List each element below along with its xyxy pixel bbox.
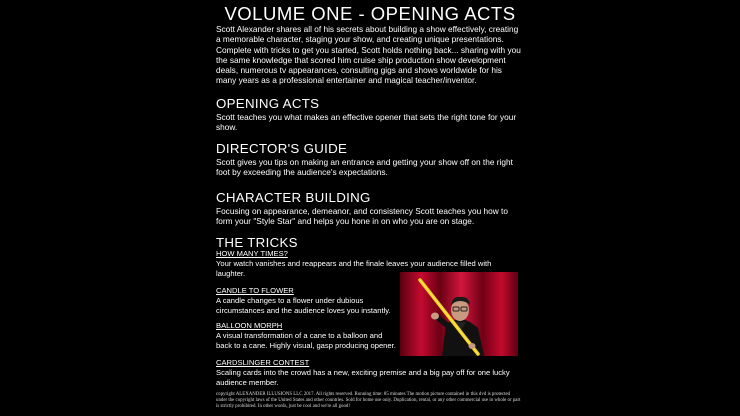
section-body: Scott teaches you what makes an effective opener that sets the right tone for your show. xyxy=(216,112,517,133)
section-directors-guide xyxy=(216,142,521,178)
trick-description: A visual transformation of a cane to a balloon and back to a cane. Highly visual, gasp producing opener. xyxy=(216,331,396,350)
intro-paragraph: Scott Alexander shares all of his secrets about building a show effectively, creating a memorable character, staging your show, and creating unique presentations. Complete with tricks to get you started, Scott holds nothing back... sharing with you the same knowledge that scored him cruise ship production show development deals, numerous tv appearances, consulting gigs and shows worldwide for his many years as a professional entertainer and magical teacher/inventor. xyxy=(216,24,521,86)
trick-description: A candle changes to a flower under dubious circumstances and the audience loves you instantly. xyxy=(216,296,391,315)
trick-description: Scaling cards into the crowd has a new, exciting premise and a big pay off for one lucky audience member. xyxy=(216,368,510,387)
section-opening-acts xyxy=(216,97,521,133)
trick-name: CARDSLINGER CONTEST xyxy=(216,358,310,367)
section-body: Focusing on appearance, demeanor, and consistency Scott teaches you how to form your "Style Star" and helps you hone in on who you are on stage. xyxy=(216,206,508,227)
section-heading: OPENING ACTS xyxy=(216,96,320,111)
section-heading: DIRECTOR'S GUIDE xyxy=(216,141,348,156)
trick-candle-to-flower xyxy=(216,286,398,315)
trick-balloon-morph xyxy=(216,321,398,350)
performer-illustration xyxy=(400,272,518,356)
performer-photo xyxy=(400,272,518,356)
section-body: Scott gives you tips on making an entrance and getting your show off on the right foot by exceeding the audience's expectations. xyxy=(216,157,513,178)
section-heading: CHARACTER BUILDING xyxy=(216,190,371,205)
trick-cardslinger-contest xyxy=(216,358,521,387)
page-title: VOLUME ONE - OPENING ACTS xyxy=(224,3,516,24)
section-character-building xyxy=(216,191,521,227)
trick-name: CANDLE TO FLOWER xyxy=(216,286,294,295)
tricks-heading: THE TRICKS xyxy=(216,235,298,250)
trick-name: HOW MANY TIMES? xyxy=(216,249,288,258)
copyright-notice: copyright ALEXANDER ILLUSIONS LLC 2017. All rights reserved. Running time: 85 minutes The motion picture contained in this dvd is protected under the copyright laws of the United States and other countries. Sold for home use only. Duplication, rental, or any other commercial use in whole or part is strictly prohibited. In other words, just be cool and we're all good! xyxy=(216,392,521,409)
trick-name: BALLOON MORPH xyxy=(216,321,283,330)
tricks-section xyxy=(216,236,521,250)
trick-description: Your watch vanishes and reappears and the finale leaves your audience filled with laughter. xyxy=(216,259,492,278)
